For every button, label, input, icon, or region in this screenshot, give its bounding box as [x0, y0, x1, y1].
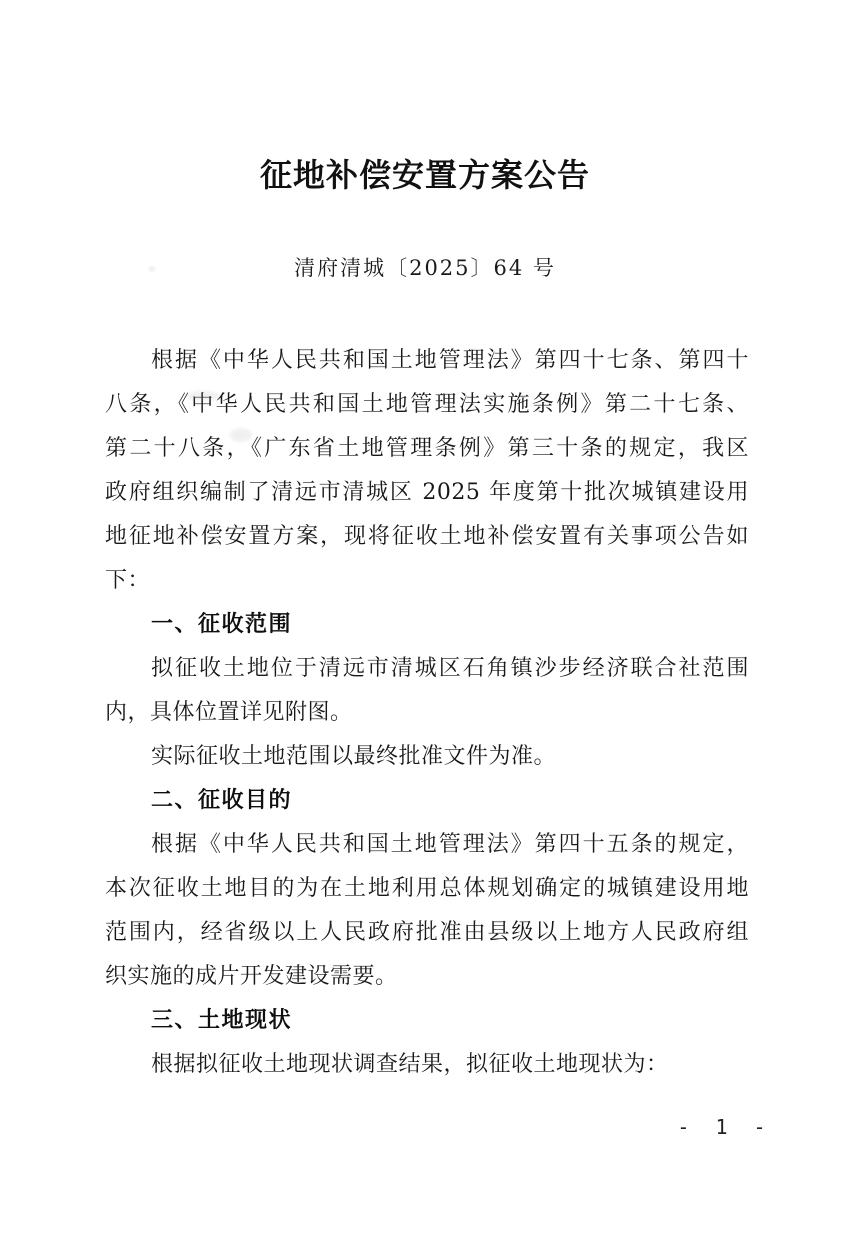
body-line: 政府组织编制了清远市清城区 2025 年度第十批次城镇建设用	[105, 480, 749, 505]
scan-artifact	[186, 391, 220, 401]
body-line: 根据拟征收土地现状调查结果，拟征收土地现状为：	[151, 1052, 669, 1077]
page-number: - 1 -	[677, 1115, 773, 1139]
body-line: 八条，《中华人民共和国土地管理法实施条例》第二十七条、	[105, 392, 749, 417]
body-line: 范围内，经省级以上人民政府批准由县级以上地方人民政府组	[105, 920, 749, 945]
body-line: 拟征收土地位于清远市清城区石角镇沙步经济联合社范围	[151, 656, 749, 681]
body-line: 本次征收土地目的为在土地利用总体规划确定的城镇建设用地	[105, 876, 749, 901]
document-body	[105, 339, 749, 1087]
body-line: 实际征收土地范围以最终批准文件为准。	[151, 744, 557, 769]
scan-artifact	[149, 267, 155, 271]
body-line: 地征地补偿安置方案，现将征收土地补偿安置有关事项公告如	[105, 524, 749, 549]
scan-artifact	[230, 428, 252, 442]
body-line: 内，具体位置详见附图。	[105, 700, 353, 725]
document-title: 征地补偿安置方案公告	[259, 156, 590, 194]
section-heading: 二、征收目的	[151, 788, 293, 813]
body-line: 根据《中华人民共和国土地管理法》第四十七条、第四十	[151, 348, 749, 373]
body-line: 下：	[105, 568, 151, 593]
section-heading: 三、土地现状	[151, 1008, 293, 1033]
section-heading: 一、征收范围	[151, 612, 293, 637]
body-line: 织实施的成片开发建设需要。	[105, 964, 398, 989]
body-line: 第二十八条，《广东省土地管理条例》第三十条的规定，我区	[105, 436, 749, 461]
body-line: 根据《中华人民共和国土地管理法》第四十五条的规定，	[151, 832, 749, 857]
document-number: 清府清城〔2025〕64 号	[294, 256, 556, 280]
